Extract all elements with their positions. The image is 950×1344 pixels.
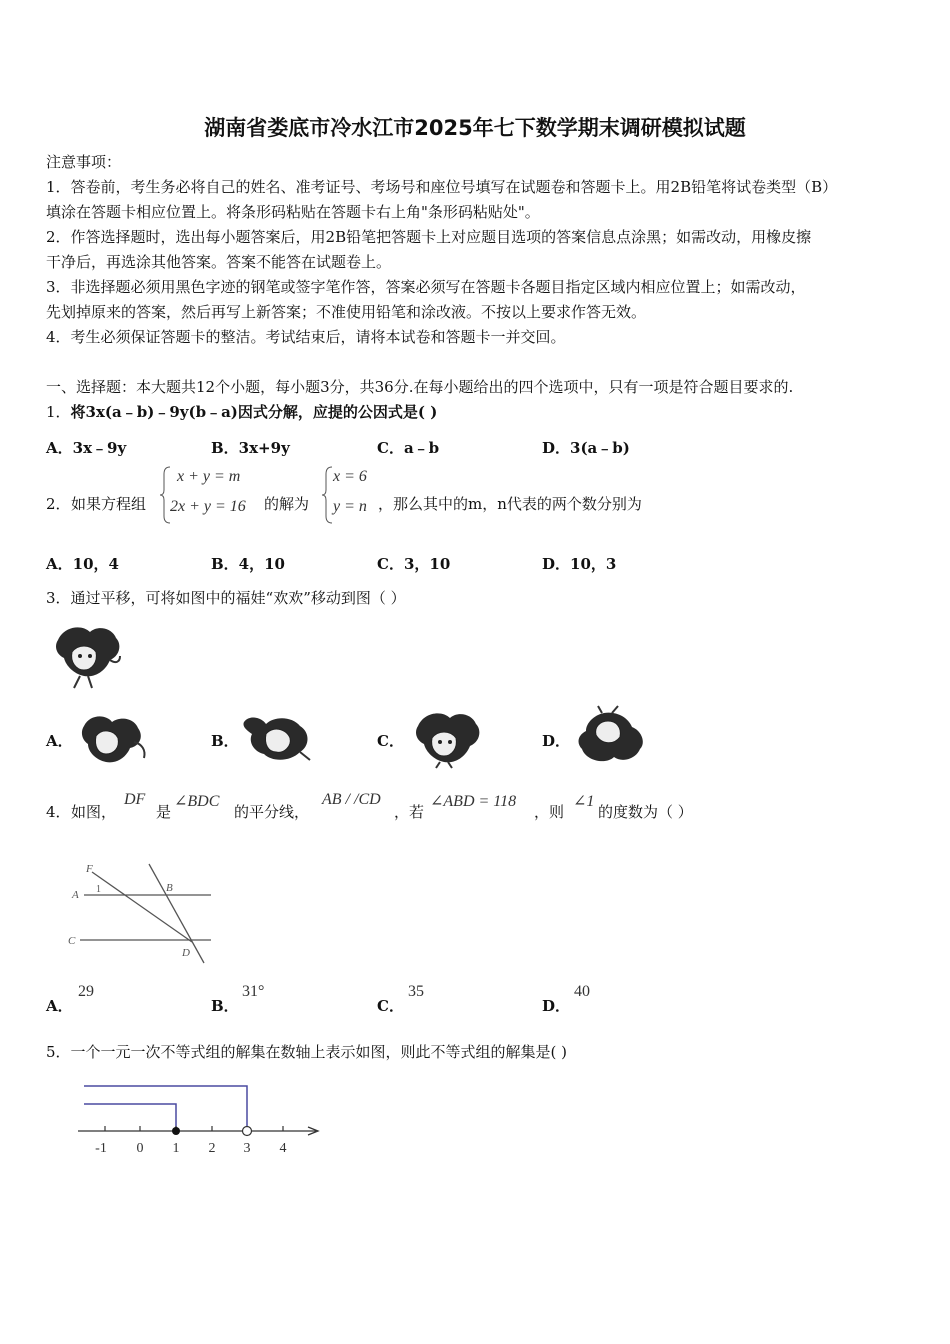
q2-option-b[interactable]: B．4，10	[211, 555, 285, 573]
q4-option-a-label[interactable]: A．	[46, 997, 73, 1015]
question-5	[46, 1040, 567, 1064]
question-stem-mid: 的解为	[264, 495, 310, 513]
question-text: 的度数为（ ）	[598, 803, 693, 821]
math-expression: ∠1	[573, 793, 595, 810]
tick-label: -1	[95, 1141, 107, 1156]
number-line	[72, 1080, 324, 1162]
q4-option-c-value[interactable]: 35	[408, 983, 424, 1000]
question-text: 如图，	[71, 803, 117, 821]
point-label: B	[166, 882, 173, 894]
solution-eq-1: x = 6	[333, 468, 367, 485]
q2-option-c[interactable]: C．3，10	[377, 555, 451, 573]
q4-option-b-value[interactable]: 31°	[242, 983, 265, 1000]
question-stem-post: ，那么其中的m，n代表的两个数分别为	[378, 495, 642, 513]
question-text: 的平分线，	[234, 803, 310, 821]
question-number: 4．	[46, 803, 71, 821]
q1-option-d[interactable]: D．3(a﹣b)	[542, 439, 630, 457]
question-stem: 通过平移，可将如图中的福娃“欢欢”移动到图（ ）	[70, 589, 406, 607]
q3-option-a-label[interactable]: A．	[46, 732, 73, 750]
solution-range-upper	[84, 1086, 247, 1131]
open-dot-icon	[243, 1127, 252, 1136]
point-label: D	[182, 947, 190, 959]
math-expression: ∠BDC	[174, 793, 220, 810]
notice-line: 填涂在答题卡相应位置上。将条形码粘贴在答题卡右上角"条形码粘贴处"。	[46, 203, 540, 221]
q3-option-b-label[interactable]: B．	[211, 732, 239, 750]
question-1	[46, 400, 437, 424]
fuwa-option-b-image[interactable]	[240, 712, 318, 764]
math-expression: AB / /CD	[322, 791, 381, 808]
point-label: F	[86, 863, 93, 875]
line-df	[92, 872, 192, 942]
geometry-figure	[66, 858, 220, 968]
notice-line: 干净后，再选涂其他答案。答案不能答在试题卷上。	[46, 253, 392, 271]
question-number: 3．	[46, 589, 71, 607]
q3-option-c-label[interactable]: C．	[377, 732, 404, 750]
q4-option-a-value[interactable]: 29	[78, 983, 94, 1000]
fuwa-option-a-image[interactable]	[78, 710, 150, 766]
solution-eq-2: y = n	[333, 498, 367, 515]
question-text: ，若	[394, 803, 425, 821]
question-stem-pre: 如果方程组	[71, 495, 147, 513]
notice-line: 3．非选择题必须用黑色字迹的钢笔或签字笔作答，答案必须写在答题卡各题目指定区域内相应位置上；如需改动，	[46, 278, 806, 296]
math-expression: ∠ABD = 118	[430, 793, 517, 810]
question-number: 2．	[46, 495, 71, 513]
q4-option-c-label[interactable]: C．	[377, 997, 404, 1015]
notice-line: 2．作答选择题时，选出每小题答案后，用2B铅笔把答题卡上对应题目选项的答案信息点涂黑；如需改动，用橡皮擦	[46, 228, 812, 246]
q2-option-d[interactable]: D．10，3	[542, 555, 617, 573]
angle-label: 1	[96, 884, 101, 895]
question-text: 是	[156, 803, 172, 821]
q1-option-c[interactable]: C．a﹣b	[377, 439, 440, 457]
point-label: A	[72, 889, 79, 901]
section-heading: 一、选择题：本大题共12个小题，每小题3分，共36分.在每小题给出的四个选项中，只有一项是符合题目要求的.	[46, 378, 794, 396]
tick-label: 1	[172, 1141, 180, 1156]
question-text: ，则	[534, 803, 565, 821]
notice-line: 先划掉原来的答案，然后再写上新答案；不准使用铅笔和涂改液。不按以上要求作答无效。	[46, 303, 647, 321]
question-number: 1．	[46, 403, 71, 421]
notice-line: 4．考生必须保证答题卡的整洁。考试结束后，请将本试卷和答题卡一并交回。	[46, 328, 566, 346]
tick-label: 4	[279, 1141, 287, 1156]
question-stem: 一个一元一次不等式组的解集在数轴上表示如图，则此不等式组的解集是( )	[70, 1043, 568, 1061]
question-3	[46, 586, 406, 610]
math-expression: DF	[124, 791, 146, 808]
point-label: C	[68, 935, 76, 947]
fuwa-option-d-image[interactable]	[572, 705, 648, 767]
left-brace-icon	[320, 466, 334, 524]
q1-option-b[interactable]: B．3x+9y	[211, 439, 290, 457]
q4-option-d-label[interactable]: D．	[542, 997, 571, 1015]
tick-label: 2	[208, 1141, 216, 1156]
q4-option-d-value[interactable]: 40	[574, 983, 590, 1000]
tick-label: 3	[243, 1141, 251, 1156]
system-eq-2: 2x + y = 16	[170, 498, 246, 515]
closed-dot-icon	[172, 1127, 180, 1135]
solution-range-lower	[84, 1104, 176, 1131]
q3-option-d-label[interactable]: D．	[542, 732, 571, 750]
fuwa-original-image	[50, 622, 130, 690]
system-eq-1: x + y = m	[177, 468, 241, 485]
question-number: 5．	[46, 1043, 71, 1061]
notice-line: 1．答卷前，考生务必将自己的姓名、准考证号、考场号和座位号填写在试题卷和答题卡上。用2B铅笔将试卷类型（B）	[46, 178, 838, 196]
q2-option-a[interactable]: A．10，4	[46, 555, 119, 573]
page-title: 湖南省娄底市冷水江市2025年七下数学期末调研模拟试题	[204, 116, 746, 140]
fuwa-option-c-image[interactable]	[410, 708, 490, 770]
notice-heading: 注意事项：	[46, 153, 122, 171]
q1-option-a[interactable]: A．3x﹣9y	[46, 439, 127, 457]
q4-option-b-label[interactable]: B．	[211, 997, 239, 1015]
question-stem: 将3x(a﹣b)﹣9y(b﹣a)因式分解，应提的公因式是( )	[70, 403, 438, 421]
line-bd	[149, 864, 204, 963]
tick-label: 0	[136, 1141, 144, 1156]
